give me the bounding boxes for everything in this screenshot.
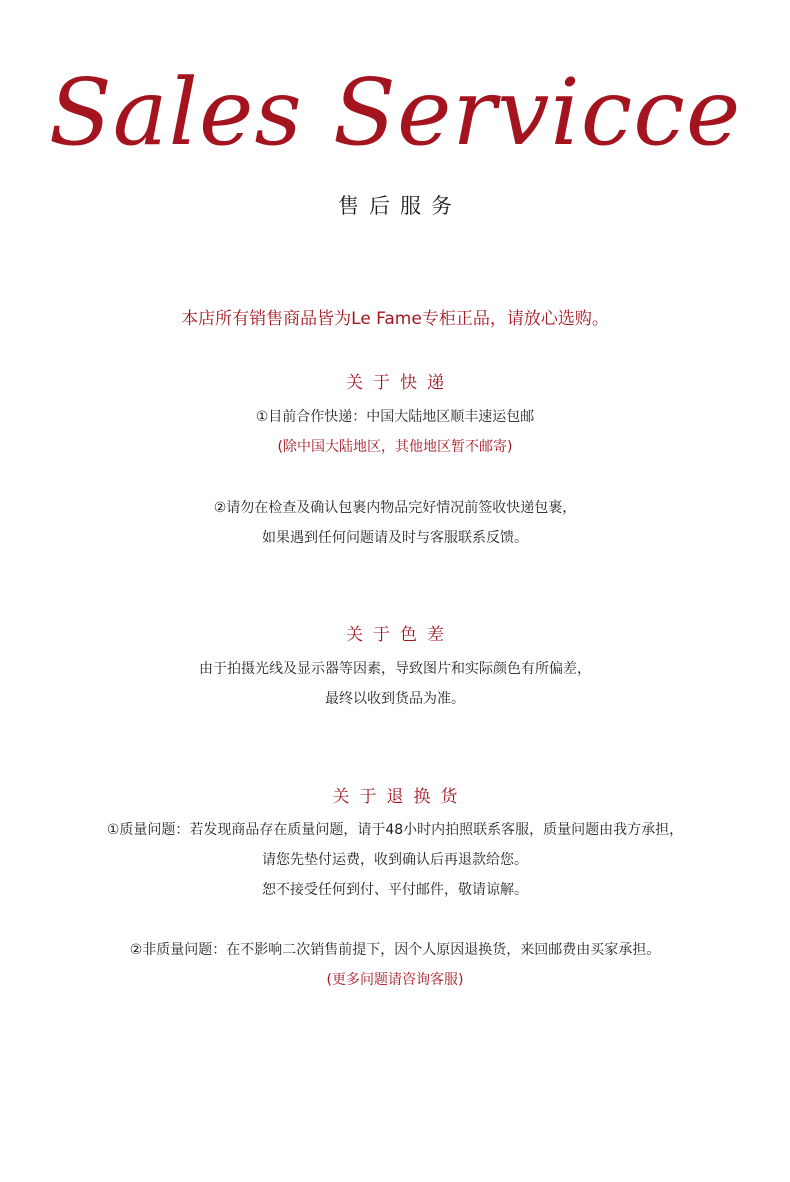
color-line-2: 最终以收到货品为准。 xyxy=(325,691,465,707)
returns-line-4: ②非质量问题：在不影响二次销售前提下，因个人原因退换货，来回邮费由买家承担。 xyxy=(129,942,661,958)
color-line-1: 由于拍摄光线及显示器等因素，导致图片和实际颜色有所偏差， xyxy=(199,661,591,677)
returns-note: (更多问题请咨询客服) xyxy=(326,972,464,988)
intro-text: 本店所有销售商品皆为Le Fame专柜正品，请放心选购。 xyxy=(181,309,609,329)
delivery-line-1: ①目前合作快递：中国大陆地区顺丰速运包邮 xyxy=(255,409,535,425)
section-heading-delivery: 关于快递 xyxy=(346,373,454,393)
section-heading-color: 关于色差 xyxy=(346,625,454,645)
delivery-line-2: ②请勿在检查及确认包裹内物品完好情况前签收快递包裹， xyxy=(213,500,577,516)
section-heading-returns: 关于退换货 xyxy=(332,787,468,807)
delivery-line-3: 如果遇到任何问题请及时与客服联系反馈。 xyxy=(262,530,528,546)
delivery-note: (除中国大陆地区，其他地区暂不邮寄) xyxy=(277,439,513,455)
returns-line-1: ①质量问题：若发现商品存在质量问题，请于48小时内拍照联系客服，质量问题由我方承担， xyxy=(106,822,684,838)
page-title: 售后服务 xyxy=(338,194,462,218)
script-title: Sales Servicce xyxy=(48,59,742,166)
returns-line-3: 恕不接受任何到付、平付邮件，敬请谅解。 xyxy=(262,882,528,898)
returns-line-2: 请您先垫付运费，收到确认后再退款给您。 xyxy=(262,852,528,868)
